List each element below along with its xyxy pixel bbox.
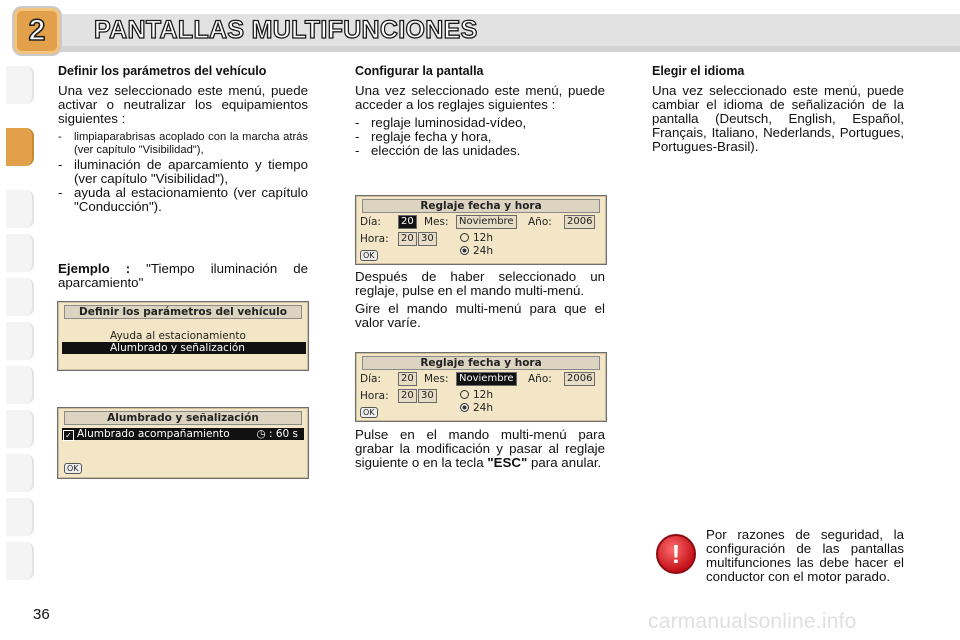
screen-lighting: [57, 407, 309, 479]
radio-off-icon: [460, 233, 469, 242]
page-header: [0, 0, 960, 62]
warning-text: Por razones de seguridad, la configuración de las pantallas multifunciones las debe hacer el conductor con el motor parado.: [706, 527, 904, 584]
chapter-tabs: [0, 62, 36, 582]
chapter-number: 2: [28, 14, 46, 47]
list-item: - ayuda al estacionamiento (ver capítulo "Conducción").: [58, 185, 308, 214]
hour-label: Hora:: [360, 233, 389, 245]
equipment-list: [58, 131, 308, 156]
instruction-2: Gire el mando multi-menú para que el valor varíe.: [355, 301, 605, 330]
hour-label: Hora:: [360, 390, 389, 402]
chapter-tab[interactable]: [6, 454, 34, 492]
section-heading: Definir los parámetros del vehículo: [58, 64, 267, 78]
day-field-selected: 20: [398, 215, 417, 229]
screen-vehicle-params: [57, 301, 309, 371]
list-item: - reglaje luminosidad-vídeo,: [355, 115, 527, 130]
radio-on-icon: [460, 403, 469, 412]
esc-key-label: "ESC": [487, 455, 528, 470]
list-item: - limpiaparabrisas acoplado con la marcha atrás (ver capítulo "Visibilidad"),: [58, 131, 308, 156]
setting-row-selected: [62, 428, 304, 440]
example-label: Ejemplo :: [58, 261, 131, 276]
chapter-tab[interactable]: [6, 234, 34, 272]
hour-field: 20: [398, 389, 417, 403]
radio-24h: 24h: [460, 245, 493, 257]
year-field: 2006: [564, 372, 595, 386]
intro-text: Una vez seleccionado este menú, puede activar o neutralizar los equipamientos siguientes :: [58, 83, 308, 126]
minute-field: 30: [418, 232, 437, 246]
month-label: Mes:: [424, 216, 449, 228]
example-block: [58, 262, 308, 290]
checkbox-icon: ✓: [63, 430, 74, 441]
example-text: "Tiempo iluminación de aparcamiento": [58, 261, 308, 290]
page-title: PANTALLAS MULTIFUNCIONES: [94, 16, 478, 44]
day-label: Día:: [360, 216, 381, 228]
chapter-tab[interactable]: [6, 190, 34, 228]
chapter-badge: [14, 8, 60, 54]
screen-title: Reglaje fecha y hora: [362, 199, 600, 213]
settings-list: [355, 116, 605, 158]
header-underline: [40, 46, 960, 52]
ok-button: OK: [360, 407, 378, 418]
year-field: 2006: [564, 215, 595, 229]
screen-date-time-1: [355, 195, 607, 265]
warning-icon: !: [656, 534, 696, 574]
right-column: [652, 64, 904, 154]
month-field-selected: Noviembre: [456, 372, 517, 386]
chapter-tab-active[interactable]: [6, 128, 34, 166]
ok-button: OK: [360, 250, 378, 261]
list-item: - reglaje fecha y hora,: [355, 129, 492, 144]
middle-column: [355, 64, 605, 158]
radio-12h: 12h: [460, 389, 493, 401]
instruction-3: Pulse en el mando multi-menú para grabar la modificación y pasar al reglaje siguiente o en la tecla "ESC" para anular.: [355, 427, 605, 470]
ok-button: OK: [64, 463, 82, 474]
screen-title: Reglaje fecha y hora: [362, 356, 600, 370]
screen-title: Alumbrado y señalización: [64, 411, 302, 425]
section-heading: Configurar la pantalla: [355, 64, 484, 78]
radio-on-icon: [460, 246, 469, 255]
section-heading: Elegir el idioma: [652, 64, 745, 78]
chapter-tab[interactable]: [6, 542, 34, 580]
warning-note: [706, 528, 904, 584]
radio-off-icon: [460, 390, 469, 399]
language-text: Una vez seleccionado este menú, puede cambiar el idioma de señalización de la pantalla (Deutsch, English, Español, Français, Italiano, Nederlands, Portugues, Portugues-Brasil).: [652, 83, 904, 154]
hour-field: 20: [398, 232, 417, 246]
chapter-tab[interactable]: [6, 498, 34, 536]
year-label: Año:: [528, 216, 552, 228]
chapter-tab[interactable]: [6, 366, 34, 404]
chapter-tab[interactable]: [6, 322, 34, 360]
middle-instructions: [355, 270, 605, 330]
list-item: - iluminación de aparcamiento y tiempo (ver capítulo "Visibilidad"),: [58, 157, 308, 186]
instruction-1: Después de haber seleccionado un reglaje, pulse en el mando multi-menú.: [355, 269, 605, 298]
equipment-list-cont: [58, 158, 308, 214]
menu-item-selected: Alumbrado y señalización: [62, 342, 306, 354]
setting-label: Alumbrado acompañamiento: [77, 428, 230, 440]
page-number: 36: [33, 606, 50, 623]
middle-save-instruction: [355, 428, 605, 470]
watermark: carmanualsonline.info: [648, 610, 857, 633]
setting-value: ◷ : 60 s: [256, 428, 298, 440]
screen-title: Definir los parámetros del vehículo: [64, 305, 302, 319]
month-label: Mes:: [424, 373, 449, 385]
day-label: Día:: [360, 373, 381, 385]
radio-12h: 12h: [460, 232, 493, 244]
month-field: Noviembre: [456, 215, 517, 229]
intro-text: Una vez seleccionado este menú, puede acceder a los reglajes siguientes :: [355, 83, 605, 112]
minute-field: 30: [418, 389, 437, 403]
left-column: [58, 64, 308, 214]
year-label: Año:: [528, 373, 552, 385]
day-field: 20: [398, 372, 417, 386]
menu-item: Ayuda al estacionamiento: [110, 330, 246, 342]
screen-date-time-2: [355, 352, 607, 422]
chapter-tab[interactable]: [6, 66, 34, 104]
radio-24h: 24h: [460, 402, 493, 414]
list-item: - elección de las unidades.: [355, 143, 521, 158]
chapter-tab[interactable]: [6, 278, 34, 316]
chapter-tab[interactable]: [6, 410, 34, 448]
